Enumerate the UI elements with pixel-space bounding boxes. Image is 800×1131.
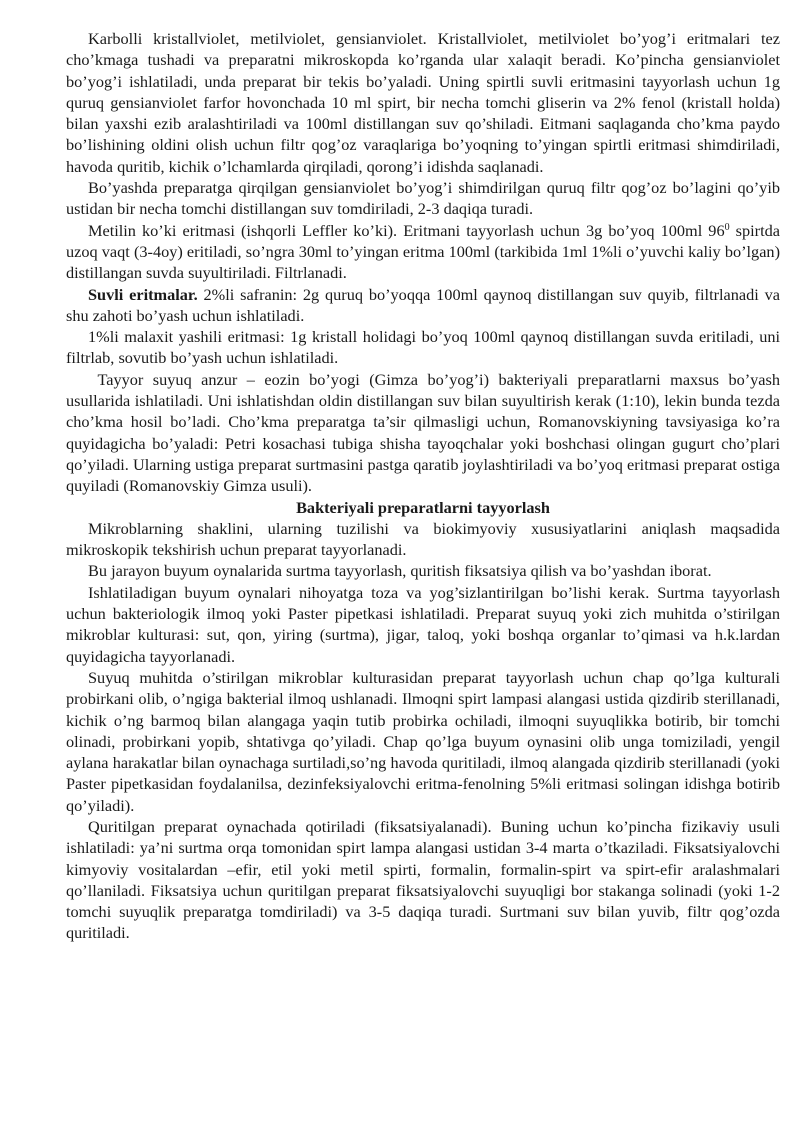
section-heading: Bakteriyali preparatlarni tayyorlash (296, 497, 550, 517)
paragraph-preparation-purpose: Mikroblarning shaklini, ularning tuzilishi va biokimyoviy xususiyatlarini aniqlash maqsadida mikroskopik tekshirish uchun preparat tayyorlanadi. (66, 518, 780, 560)
paragraph-crystal-violet: Karbolli kristallviolet, metilviolet, gensianviolet. Kristallviolet, metilviolet bo’yog’i eritmalari tez cho’kmaga tushadi va preparatni mikroskopda ko’rganda ular xalaqit beradi. Ko’pincha gensianviolet bo’yog’i ishlatiladi, unda preparat bir tekis bo’yaladi. Uning spirtli suvli eritmasini tayyorlash uchun 1g quruq gensianviolet farfor hovonchada 10 ml spirt, bir necha tomchi gliserin va 2% fenol (kristall holda) bilan yaxshi ezib aralashtiriladi va 100ml distillangan suv qo’shiladi. Eitmani saqlaganda cho’kma paydo bo’lishining oldini olish uchun filtr qog’oz varaqlariga bo’yoqning to’yingan spirtli eritmasi shimdiriladi, havoda quritib, kichik o’lchamlarda qirqiladi, qorong’i idishda saqlanadi. (66, 29, 780, 176)
paragraph-glass-slides: Ishlatiladigan buyum oynalari nihoyatga toza va yog’sizlantirilgan bo’lishi kerak. Surtma tayyorlash uchun bakteriologik ilmoq yoki Paster pipetkasi ishlatiladi. Preparat suyuq yoki zich muhitda o’stirilgan mikroblar kulturasi: sut, qon, yiring (surtma), jigar, taloq, yoki boshqa organlar to’qimasi va h.k.lardan quyidagicha tayyorlanadi. (66, 582, 780, 666)
paragraph-fixation: Quritilgan preparat oynachada qotiriladi (fiksatsiyalanadi). Buning uchun ko’pincha fizikaviy usuli ishlatiladi: ya’ni surtma orqa tomonidan spirt lampa alangasi ustidan 3-4 marta o’tkaziladi. Fiksatsiyalovchi kimyoviy vositalardan –efir, etil yoki metil spirti, formalin, formalin-spirt va spirt-efir aralashmalari qo’llaniladi. Fiksatsiya uchun quritilgan preparat fiksatsiyalovchi suyuqligi bor stakanga solinadi (yoki 1-2 tomchi suyuqlik preparatga tomdiriladi) va 3-5 daqiqa turadi. Surtmani suv bilan yuvib, filtr qog’ozda quritiladi. (66, 816, 780, 943)
aqueous-solutions-text: 2%li safranin: 2g quruq bo’yoqqa 100ml qaynoq distillangan suv quyib, filtrlanadi va shu zahoti bo’yash uchun ishlatiladi. (66, 284, 781, 325)
aqueous-solutions-lead: Suvli eritmalar. (88, 284, 198, 304)
document-page (66, 28, 785, 944)
paragraph-methylene-blue (66, 220, 780, 284)
paragraph-staining-procedure: Bo’yashda preparatga qirqilgan gensianviolet bo’yog’i shimdirilgan quruq filtr qog’oz bo’lagini qo’yib ustidan bir necha tomchi distillangan suv tomdiriladi, 2-3 daqiqa turadi. (66, 178, 780, 219)
paragraph-giemsa-stain: Tayyor suyuq anzur – eozin bo’yogi (Gimza bo’yog’i) bakteriyali preparatlarni maxsus bo’yash usullarida ishlatiladi. Uni ishlatishdan oldin distillangan suv bilan suyultirish kerak (1:10), lekin bunda tezda cho’kma hosil bo’ladi. Cho’kma preparatga ta’sir qilmasligi uchun, Romanovskiyning tavsiyasiga ko’ra quyidagicha bo’yaladi: Petri kosachasi tubiga shisha tayoqchalar yoki boshchasi olingan gugurt cho’plari qo’yiladi. Ularning ustiga preparat surtmasini pastga qaratib joylashtiriladi va bo’yoq eritmasi preparat ostiga quyiladi (Romanovskiy Gimza usuli). (66, 369, 785, 496)
degree-superscript: 0 (724, 221, 730, 233)
methylene-blue-text-end: spirtda uzoq vaqt (3-4oy) eritiladi, so’ngra 30ml to’yingan eritma 100ml (tarkibida 1ml 1%li o’yuvchi kaliy bo’lgan) distillangan suvda suyultiriladi. Filtrlanadi. (66, 220, 780, 283)
paragraph-process-steps: Bu jarayon buyum oynalarida surtma tayyorlash, quritish fiksatsiya qilish va bo’yashdan iborat. (88, 561, 712, 581)
paragraph-aqueous-solutions (66, 284, 780, 327)
paragraph-liquid-culture: Suyuq muhitda o’stirilgan mikroblar kulturasidan preparat tayyorlash uchun chap qo’lga kulturali probirkani olib, o’ngiga bakterial ilmoq ushlanadi. Ilmoqni spirt lampasi alangasi ustida qizdirib sterillanadi, kichik o’ng barmoq bilan alangaga yaqin tutib probirka ochiladi, ilmoqni suyuqlikka botirib, bir tomchi olinadi, probirkani yopib, shtativga qo’yiladi. Chap qo’lga buyum oynasini olib unga tomiziladi, yengil aylana harakatlar bilan oynachaga surtiladi,so’ng havoda quritiladi, ilmoq alangada qizdirib sterillanadi (yoki Paster pipetkasidan foydalanilsa, dezinfeksiyalovchi eritma-fenolning 5%li eritmasi solingan idishga botirib qo’yiladi). (66, 667, 780, 815)
methylene-blue-text-start: Metilin ko’ki eritmasi (ishqorli Leffler ko’ki). Eritmani tayyorlash uchun 3g bo’yoq 100ml 96 (88, 220, 725, 240)
paragraph-malachite-green: 1%li malaxit yashili eritmasi: 1g kristall holidagi bo’yoq 100ml qaynoq distillangan suvda eritiladi, uni filtrlab, sovutib bo’yash uchun ishlatiladi. (66, 327, 780, 368)
